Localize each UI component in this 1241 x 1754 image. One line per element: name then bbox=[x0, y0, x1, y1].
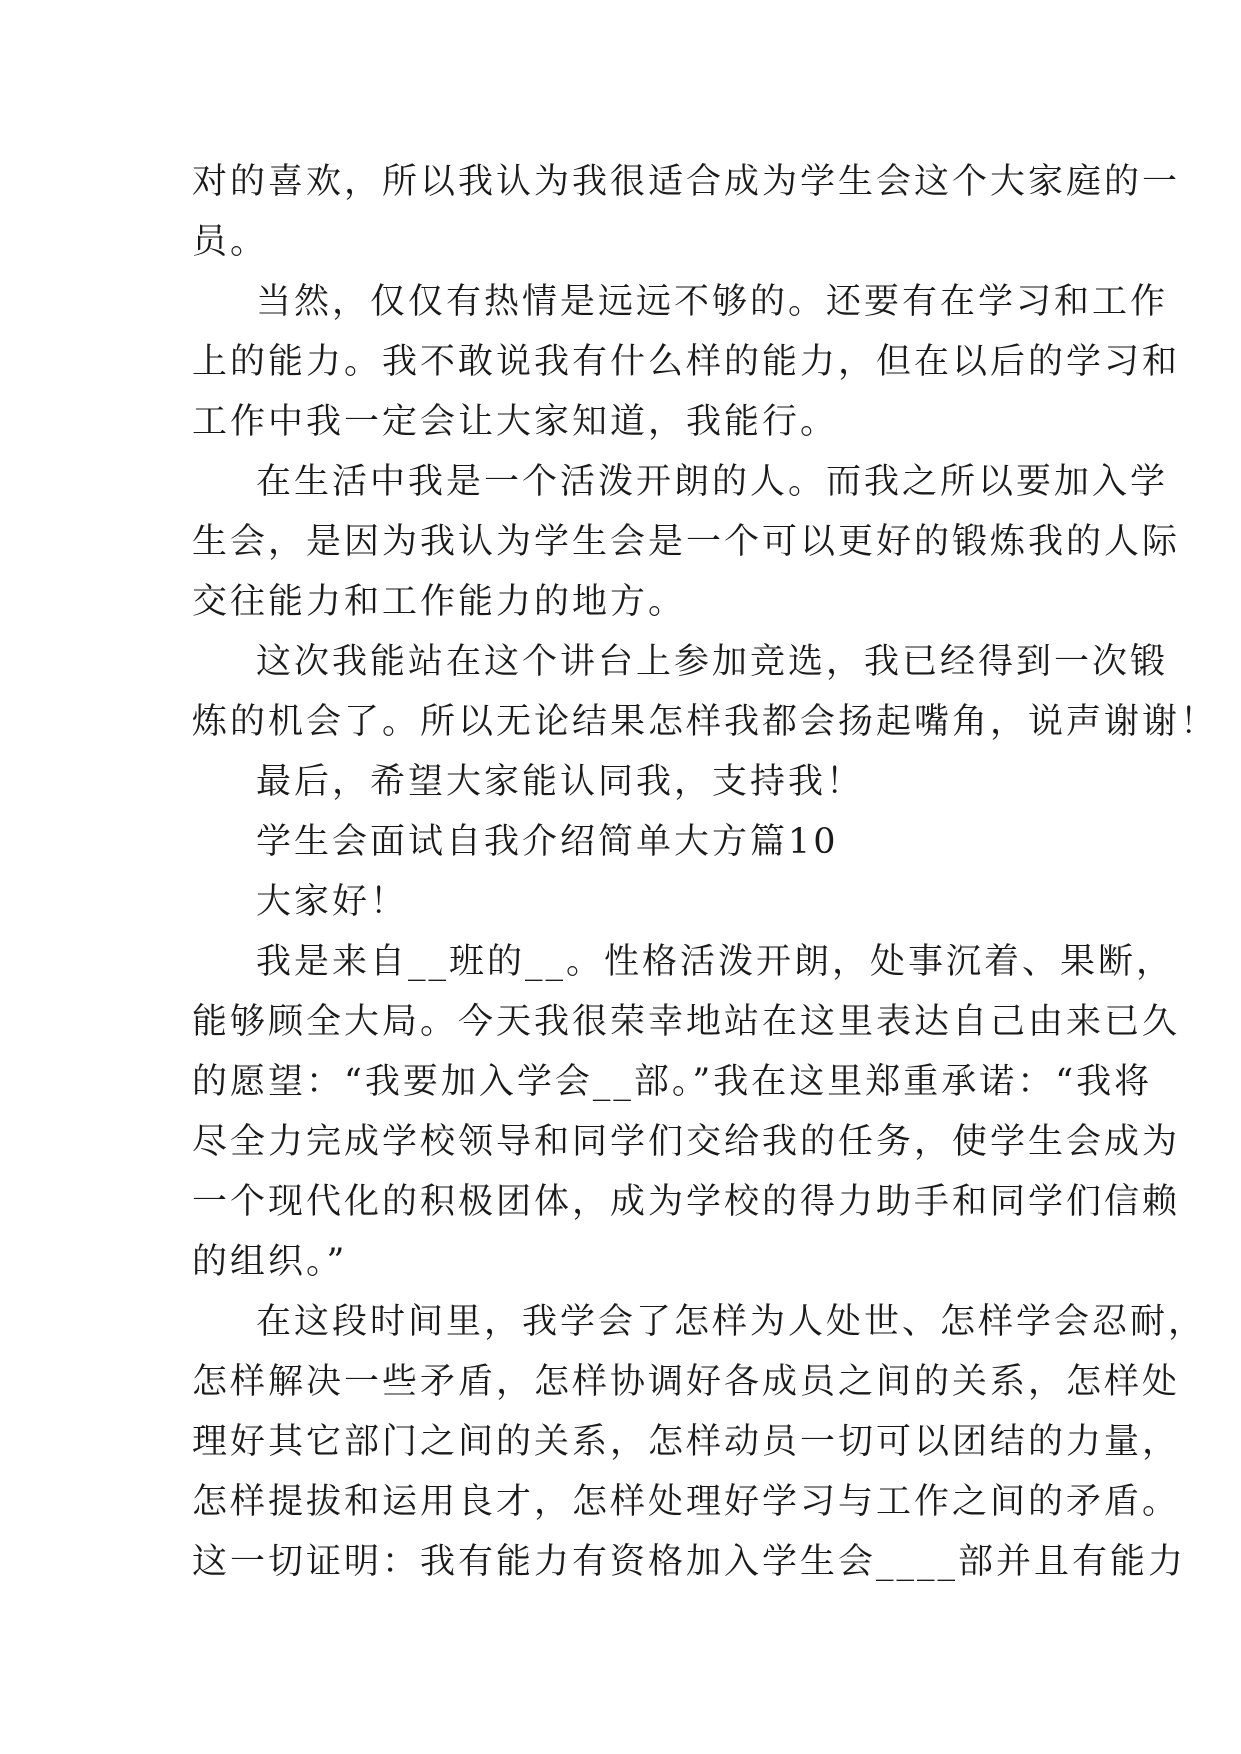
text-line: 这次我能站在这个讲台上参加竞选，我已经得到一次锻 bbox=[256, 642, 1169, 682]
text-line: 当然，仅仅有热情是远远不够的。还要有在学习和工作 bbox=[256, 282, 1169, 322]
text-line: 对的喜欢，所以我认为我很适合成为学生会这个大家庭的一 bbox=[192, 162, 1181, 202]
text-line: 的愿望：“我要加入学会__部。”我在这里郑重承诺：“我将 bbox=[192, 1062, 1153, 1102]
text-line: 在这段时间里，我学会了怎样为人处世、怎样学会忍耐， bbox=[256, 1302, 1207, 1342]
text-line: 能够顾全大局。今天我很荣幸地站在这里表达自己由来已久 bbox=[192, 1002, 1181, 1042]
text-line: 怎样解决一些矛盾，怎样协调好各成员之间的关系，怎样处 bbox=[192, 1362, 1181, 1402]
text-line: 我是来自__班的__。性格活泼开朗，处事沉着、果断， bbox=[256, 942, 1175, 982]
text-line: 生会，是因为我认为学生会是一个可以更好的锻炼我的人际 bbox=[192, 522, 1181, 562]
text-line: 大家好！ bbox=[256, 882, 409, 922]
text-line: 尽全力完成学校领导和同学们交给我的任务，使学生会成为 bbox=[192, 1122, 1181, 1162]
text-line: 最后，希望大家能认同我，支持我！ bbox=[256, 762, 865, 802]
text-line: 怎样提拔和运用良才，怎样处理好学习与工作之间的矛盾。 bbox=[192, 1482, 1181, 1522]
document-body bbox=[192, 152, 1219, 1592]
text-line: 炼的机会了。所以无论结果怎样我都会扬起嘴角，说声谢谢！ bbox=[192, 702, 1219, 742]
text-line: 员。 bbox=[192, 222, 269, 262]
text-line: 一个现代化的积极团体，成为学校的得力助手和同学们信赖 bbox=[192, 1182, 1181, 1222]
text-line: 交往能力和工作能力的地方。 bbox=[192, 582, 687, 622]
text-line: 学生会面试自我介绍简单大方篇10 bbox=[256, 822, 839, 862]
text-line: 的组织。” bbox=[192, 1242, 348, 1282]
text-line: 工作中我一定会让大家知道，我能行。 bbox=[192, 402, 839, 442]
text-line: 这一切证明：我有能力有资格加入学生会____部并且有能力 bbox=[192, 1542, 1187, 1582]
text-line: 上的能力。我不敢说我有什么样的能力，但在以后的学习和 bbox=[192, 342, 1181, 382]
text-line: 在生活中我是一个活泼开朗的人。而我之所以要加入学 bbox=[256, 462, 1169, 502]
text-line: 理好其它部门之间的关系，怎样动员一切可以团结的力量， bbox=[192, 1422, 1181, 1462]
